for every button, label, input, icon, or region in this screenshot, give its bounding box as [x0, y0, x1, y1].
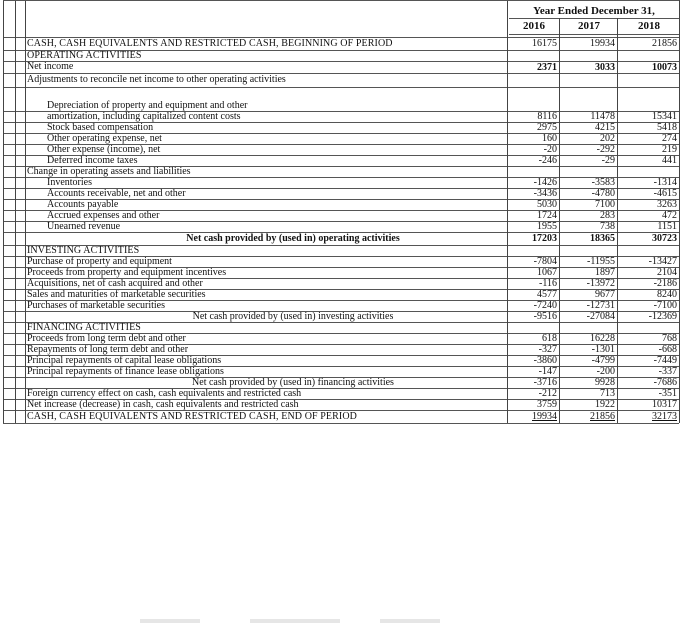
- grid-vline: [679, 0, 680, 423]
- value-2018: -351: [658, 388, 677, 399]
- table-row: [3, 278, 679, 289]
- value-2017: 7100: [595, 199, 615, 210]
- grid-vline: [15, 0, 16, 37]
- grid-hline: [3, 322, 679, 323]
- table-row: [3, 333, 679, 344]
- value-2017: [561, 166, 617, 177]
- value-2017: [561, 322, 617, 333]
- value-2017: 21856: [590, 411, 615, 422]
- row-label: Repayments of long term debt and other: [27, 344, 189, 355]
- row-label: CASH, CASH EQUIVALENTS AND RESTRICTED CASH, END OF PERIOD: [27, 410, 357, 422]
- table-row: [3, 50, 679, 61]
- value-2016: 1067: [537, 267, 557, 278]
- value-2018: 30723: [652, 233, 677, 244]
- value-2018: -337: [658, 366, 677, 377]
- row-label: Net cash provided by (used in) financing activities: [192, 377, 394, 388]
- header-year-2018: 2018: [638, 20, 660, 32]
- row-label: amortization, including capitalized content costs: [47, 111, 241, 122]
- grid-hline: [3, 399, 679, 400]
- value-2016: 8116: [537, 111, 557, 122]
- row-label: Sales and maturities of marketable securities: [27, 289, 206, 300]
- value-2018: 21856: [652, 38, 677, 49]
- table-row: [3, 87, 679, 111]
- header-year-2017: 2017: [578, 20, 600, 32]
- row-label: FINANCING ACTIVITIES: [27, 322, 141, 333]
- value-2017: 738: [600, 221, 615, 232]
- table-row: [3, 245, 679, 256]
- value-2018: 472: [662, 210, 677, 221]
- value-2016: 618: [542, 333, 557, 344]
- value-2016: 4577: [537, 289, 557, 300]
- value-2017: 9928: [595, 377, 615, 388]
- grid-hline: [3, 344, 679, 345]
- value-2018: [619, 73, 679, 87]
- value-2016: 2975: [537, 122, 557, 133]
- value-2016: 2371: [537, 61, 557, 73]
- grid-hline: [3, 245, 679, 246]
- grid-hline: [3, 188, 679, 189]
- table-row: [3, 388, 679, 399]
- row-label: Principal repayments of finance lease obligations: [27, 366, 224, 377]
- grid-hline: [3, 177, 679, 178]
- table-row: [3, 221, 679, 232]
- grid-hline: [3, 155, 679, 156]
- value-2017: 713: [600, 388, 615, 399]
- table-row: [3, 155, 679, 166]
- table-row: [3, 199, 679, 210]
- value-2017: -13972: [586, 278, 615, 289]
- value-2017: 18365: [590, 233, 615, 244]
- grid-vline: [15, 37, 16, 423]
- table-row: [3, 410, 679, 423]
- value-2018: 10073: [652, 61, 677, 73]
- row-label: Inventories: [47, 177, 92, 188]
- value-2017: -4799: [591, 355, 615, 366]
- value-2017: 4215: [595, 122, 615, 133]
- table-row: [3, 133, 679, 144]
- grid-hline: [3, 423, 679, 424]
- row-label: Other operating expense, net: [47, 133, 162, 144]
- row-label: OPERATING ACTIVITIES: [27, 50, 142, 61]
- value-2018: 10317: [652, 399, 677, 410]
- row-label: Stock based compensation: [47, 122, 154, 133]
- value-2016: 1955: [537, 221, 557, 232]
- grid-hline: [3, 366, 679, 367]
- value-2017: -27084: [586, 311, 615, 322]
- value-2016: -20: [543, 144, 557, 155]
- value-2017: 202: [600, 133, 615, 144]
- grid-hline: [3, 111, 679, 112]
- grid-hline: [3, 232, 679, 233]
- row-label: Net cash provided by (used in) operating activities: [186, 232, 400, 244]
- grid-vline: [559, 18, 560, 37]
- value-2016: [509, 50, 559, 61]
- grid-hline: [3, 289, 679, 290]
- table-row: [3, 344, 679, 355]
- value-2018: [619, 166, 679, 177]
- value-2018: 274: [662, 133, 677, 144]
- grid-hline: [3, 410, 679, 411]
- value-2016: -116: [539, 278, 557, 289]
- value-2016: 160: [542, 133, 557, 144]
- row-label: Proceeds from property and equipment incentives: [27, 267, 227, 278]
- row-label: Net cash provided by (used in) investing activities: [192, 311, 394, 322]
- value-2018: 8240: [657, 289, 677, 300]
- table-row: [3, 300, 679, 311]
- value-2017: 283: [600, 210, 615, 221]
- value-2017: -11955: [587, 256, 615, 267]
- value-2017: -292: [596, 144, 615, 155]
- table-row: [3, 37, 679, 50]
- value-2018: -12369: [648, 311, 677, 322]
- row-label: Accounts receivable, net and other: [47, 188, 186, 199]
- value-2016: -1426: [533, 177, 557, 188]
- row-label: Purchases of marketable securities: [27, 300, 166, 311]
- grid-vline: [25, 37, 26, 423]
- value-2017: 19934: [590, 38, 615, 49]
- grid-hline: [3, 278, 679, 279]
- grid-hline: [3, 256, 679, 257]
- grid-hline: [3, 300, 679, 301]
- grid-hline: [3, 311, 679, 312]
- table-row: [3, 232, 679, 245]
- value-2018: 15341: [652, 111, 677, 122]
- row-label: CASH, CASH EQUIVALENTS AND RESTRICTED CASH, BEGINNING OF PERIOD: [27, 37, 393, 49]
- table-row: [3, 399, 679, 410]
- grid-vline: [25, 0, 26, 37]
- row-label: Adjustments to reconcile net income to other operating activities: [27, 74, 286, 85]
- value-2016: -3716: [533, 377, 557, 388]
- value-2016: -9516: [533, 311, 557, 322]
- value-2018: -2186: [653, 278, 677, 289]
- value-2016: -3436: [533, 188, 557, 199]
- value-2017: -3583: [591, 177, 615, 188]
- table-row: [3, 366, 679, 377]
- table-row: [3, 188, 679, 199]
- table-row: [3, 177, 679, 188]
- value-2016: [509, 322, 559, 333]
- grid-hline: [3, 61, 679, 62]
- grid-hline: [3, 133, 679, 134]
- row-label: Net increase (decrease) in cash, cash equivalents and restricted cash: [27, 399, 299, 410]
- grid-vline: [507, 0, 508, 423]
- value-2017: 3033: [595, 61, 615, 73]
- value-2016: [509, 245, 559, 256]
- grid-hline: [3, 0, 679, 1]
- table-row: [3, 355, 679, 366]
- value-2018: 1151: [657, 221, 677, 232]
- value-2018: -7100: [653, 300, 677, 311]
- row-label: Deferred income taxes: [47, 155, 138, 166]
- table-row: [3, 73, 679, 87]
- table-row: [3, 289, 679, 300]
- table-row: [3, 166, 679, 177]
- grid-hline: [3, 144, 679, 145]
- table-row: [3, 267, 679, 278]
- row-label: Foreign currency effect on cash, cash equivalents and restricted cash: [27, 388, 302, 399]
- row-label: Proceeds from long term debt and other: [27, 333, 186, 344]
- value-2018: -7449: [653, 355, 677, 366]
- value-2016: [509, 166, 559, 177]
- value-2018: -4615: [653, 188, 677, 199]
- value-2018: [619, 322, 679, 333]
- value-2018: [619, 50, 679, 61]
- bottom-scroll-strip: [0, 614, 696, 625]
- value-2016: 19934: [532, 411, 557, 422]
- row-label: Unearned revenue: [47, 221, 121, 232]
- value-2017: -1301: [591, 344, 615, 355]
- value-2018: -13427: [648, 256, 677, 267]
- value-2018: 5418: [657, 122, 677, 133]
- value-2016: 17203: [532, 233, 557, 244]
- grid-vline: [559, 37, 560, 423]
- value-2016: [509, 87, 559, 111]
- grid-hline: [3, 377, 679, 378]
- table-row: [3, 256, 679, 267]
- value-2017: -29: [601, 155, 615, 166]
- cash-flow-sheet: [3, 0, 679, 614]
- grid-hline: [3, 221, 679, 222]
- grid-hline: [509, 18, 679, 19]
- value-2016: 3759: [537, 399, 557, 410]
- grid-hline: [3, 37, 679, 38]
- value-2018: [619, 245, 679, 256]
- value-2017: -12731: [586, 300, 615, 311]
- value-2018: [619, 87, 679, 111]
- row-label: Change in operating assets and liabilities: [27, 166, 191, 177]
- value-2016: [509, 73, 559, 87]
- value-2016: 1724: [537, 210, 557, 221]
- value-2017: -200: [596, 366, 615, 377]
- value-2018: 441: [662, 155, 677, 166]
- table-row: [3, 122, 679, 133]
- value-2016: 5030: [537, 199, 557, 210]
- row-label: Depreciation of property and equipment and other: [47, 100, 248, 111]
- grid-vline: [3, 0, 4, 37]
- value-2017: [561, 245, 617, 256]
- row-label: Acquisitions, net of cash acquired and other: [27, 278, 203, 289]
- table-row: [3, 61, 679, 73]
- value-2018: -7686: [653, 377, 677, 388]
- value-2017: [561, 50, 617, 61]
- row-label: Net income: [27, 61, 74, 72]
- value-2016: -7240: [533, 300, 557, 311]
- grid-hline: [3, 355, 679, 356]
- value-2016: -3860: [533, 355, 557, 366]
- value-2017: -4780: [591, 188, 615, 199]
- table-row: [3, 311, 679, 322]
- value-2018: -668: [658, 344, 677, 355]
- value-2016: -212: [538, 388, 557, 399]
- row-label: Accrued expenses and other: [47, 210, 160, 221]
- table-row: [3, 210, 679, 221]
- grid-hline: [3, 50, 679, 51]
- grid-hline: [3, 199, 679, 200]
- value-2016: -246: [538, 155, 557, 166]
- value-2017: 9677: [595, 289, 615, 300]
- value-2017: 1922: [595, 399, 615, 410]
- grid-hline: [3, 166, 679, 167]
- header-title: Year Ended December 31,: [533, 5, 655, 17]
- table-row: [3, 144, 679, 155]
- grid-hline: [509, 34, 679, 35]
- value-2016: -147: [538, 366, 557, 377]
- table-row: [3, 111, 679, 122]
- header-year-2016: 2016: [523, 20, 545, 32]
- grid-hline: [3, 210, 679, 211]
- value-2016: -7804: [533, 256, 557, 267]
- row-label: Purchase of property and equipment: [27, 256, 172, 267]
- value-2017: 1897: [595, 267, 615, 278]
- grid-hline: [3, 333, 679, 334]
- value-2017: [561, 87, 617, 111]
- value-2016: -327: [538, 344, 557, 355]
- value-2017: [561, 73, 617, 87]
- value-2017: 11478: [590, 111, 615, 122]
- row-label: Accounts payable: [47, 199, 119, 210]
- grid-hline: [3, 73, 679, 74]
- value-2018: 219: [662, 144, 677, 155]
- grid-vline: [3, 37, 4, 423]
- table-row: [3, 322, 679, 333]
- grid-vline: [617, 37, 618, 423]
- value-2018: 768: [662, 333, 677, 344]
- grid-hline: [3, 388, 679, 389]
- row-label: Other expense (income), net: [47, 144, 161, 155]
- value-2017: 16228: [590, 333, 615, 344]
- value-2016: 16175: [532, 38, 557, 49]
- value-2018: -1314: [653, 177, 677, 188]
- grid-hline: [3, 87, 679, 88]
- grid-hline: [3, 267, 679, 268]
- row-label: INVESTING ACTIVITIES: [27, 245, 140, 256]
- table-row: [3, 377, 679, 388]
- value-2018: 2104: [657, 267, 677, 278]
- value-2018: 32173: [652, 411, 677, 422]
- grid-vline: [617, 18, 618, 37]
- row-label: Principal repayments of capital lease obligations: [27, 355, 222, 366]
- grid-hline: [3, 122, 679, 123]
- value-2018: 3263: [657, 199, 677, 210]
